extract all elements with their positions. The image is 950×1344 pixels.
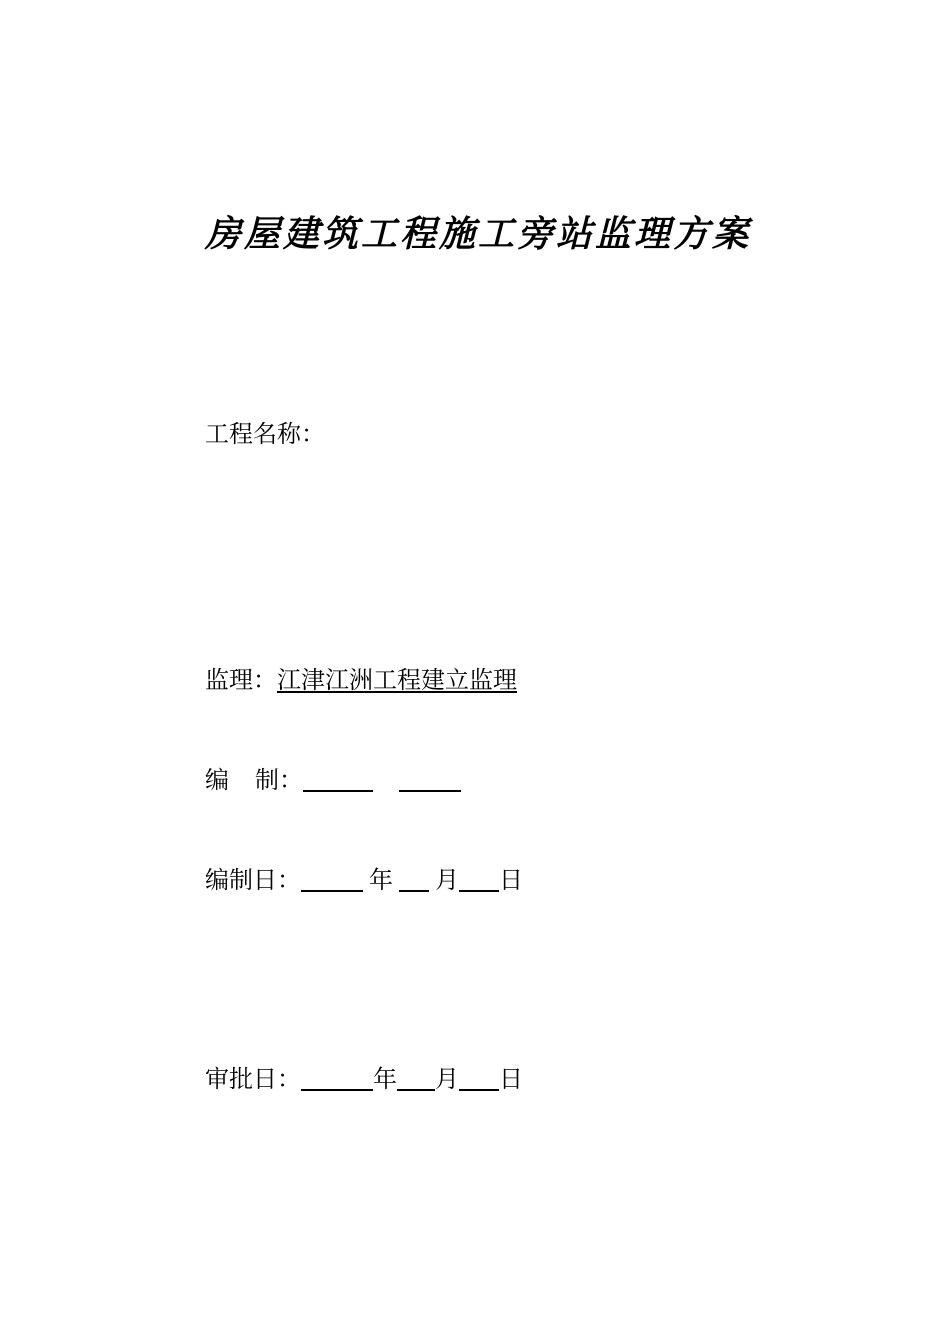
compiler-blank-2 [399, 768, 461, 792]
compile-year-label: 年 [369, 866, 393, 894]
document-title: 房屋建筑工程施工旁站监理方案 [205, 213, 752, 255]
compile-date-label: 编制日： [205, 866, 301, 894]
compile-day-blank [459, 868, 499, 892]
approve-day-label: 日 [499, 1065, 523, 1093]
approve-date-label: 审批日： [205, 1065, 301, 1093]
approve-year-blank [301, 1067, 373, 1091]
compiler-label-part2: 制： [255, 766, 303, 794]
compile-year-blank [301, 868, 363, 892]
approve-month-blank [397, 1067, 435, 1091]
approve-day-blank [459, 1067, 499, 1091]
approve-month-label: 月 [435, 1065, 459, 1093]
supervisor-label: 监理： [205, 666, 277, 694]
compile-date-field [205, 864, 523, 896]
compile-month-label: 月 [435, 866, 459, 894]
compiler-label-part1: 编 [205, 766, 229, 794]
compiler-blank-1 [303, 768, 373, 792]
supervisor-field [205, 664, 517, 696]
compile-month-blank [399, 868, 429, 892]
project-name-field [205, 418, 325, 450]
approve-date-field [205, 1063, 523, 1095]
supervisor-value: 江津江洲工程建立监理 [277, 666, 517, 694]
compile-day-label: 日 [499, 866, 523, 894]
compiler-field [205, 764, 461, 796]
approve-year-label: 年 [373, 1065, 397, 1093]
project-name-label: 工程名称： [205, 420, 325, 448]
